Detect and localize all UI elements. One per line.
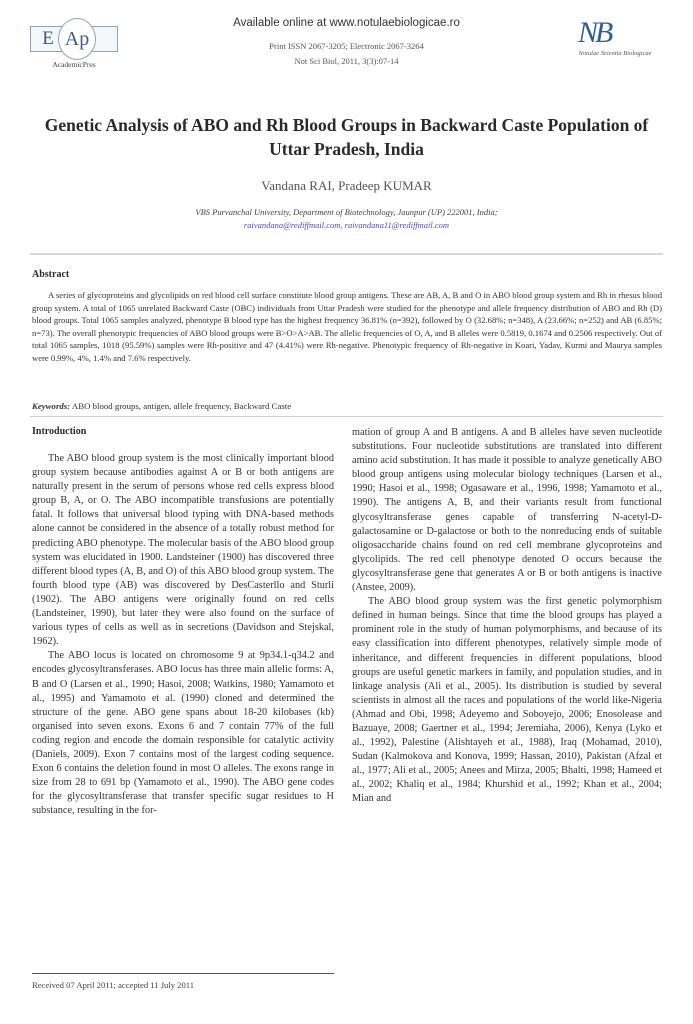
author-emails[interactable]: raivandana@rediffmail.com, raivandana11@rediffmail.com: [243, 220, 450, 230]
publisher-name: AcademicPres: [52, 60, 96, 69]
divider: [30, 416, 663, 417]
journal-name: Notulae Scientia Biologicae: [578, 50, 652, 57]
abstract-heading: Abstract: [32, 269, 70, 280]
article-title: Genetic Analysis of ABO and Rh Blood Groups in Backward Caste Population of Uttar Pradesh, India: [44, 115, 649, 159]
academicpres-logo: [28, 18, 120, 68]
introduction-heading: Introduction: [32, 426, 87, 437]
keywords: [32, 401, 662, 411]
footnote-divider: [32, 973, 334, 974]
paragraph: The ABO blood group system was the first genetic polymorphism defined in human beings. Since that time the blood groups has played a prominent role in the study of human polymorphisms, and because of its easy classification into different phenotypes, relatively simple mode of inheritance, and different frequencies in different populations, blood groups are useful genetic markers in family, and population studies, and in linkage analysis (Ali et al., 2005). Its distribution is studied by several scientists in almost all the races and populations of the world like-Nigeria (Ahmad and Obi, 1998; Adeyemo and Soboyejo, 2006; Enosolease and Bazuaye, 2008; Gaertner et al., 1994; Jeremiaha, 2006), Kenya (Lyko et al., 1992), Palestine (Alishtayeh et al., 1988), Iraq (Mohamad, 2010), Sudan (Kalmokova and Konova, 1999; Hassan, 2010), Pakistan (Afzal et al., 1977; Ali et al., 2005; Anees and Mirza, 2005; Bhalti, 1998; Hameed et al., 2002; Khaliq et al., 1984; Khurshid et al., 1992; Khan et al., 2004; Mian and: [352, 596, 662, 805]
journal-monogram: NB: [578, 16, 611, 49]
journal-citation: Not Sci Biol, 2011, 3(3):07-14: [294, 56, 399, 66]
paragraph: The ABO blood group system is the most clinically important blood group system because antibodies against A or B or both antigens are naturally present in the serum of persons whose red cells express blood group B, A, or O. The ABO incompatible transfusions are potentially fatal. It follows that universal blood typing with DNA-based methods alone cannot be considered in the absence of a totally robust method for predicting ABO phenotype. The molecular basis of the ABO blood group system was elucidated in 1900. Landsteiner (1900) has discovered three different blood types (A, B, and O) of this ABO blood group system. The fourth blood type (AB) was discovered by DesCasterllo and Sturli (1902). The ABO antigens were originally found on red cells (Landsteiner, 1990), but later they were also found on the surface of various types of cells as well as in secretions (Davidson and Stejskal, 1962).: [32, 453, 334, 648]
divider: [30, 253, 663, 255]
logo-letters-ap: Ap: [58, 18, 96, 60]
keywords-label: Keywords:: [32, 401, 71, 411]
paragraph: mation of group A and B antigens. A and B alleles have seven nucleotide substitutions. Four nucleotide substitutions are translated into different amino acid substitution. It has made it possible to analyze genetically ABO blood group antigens using molecular biology techniques (Larsen et al., 1990; Hasoi et al., 1998; Ogasaware et al., 1996, 1998; Yamamoto et al., 1990). The antigens A, B, and their variants result from functional glycosyltransferase genes capable of transferring N-acetyl-D-galactosamine or D-galactose or both to the nonreducing ends of suitable oligosaccharide chains found on red cell membrane glycoproteins and glycolipids. The red cell phenotype denoted O occurs because the glycosyltransferase gene that generates A or B or both antigens is inactive (Anstee, 2009).: [352, 427, 662, 594]
paragraph: The ABO locus is located on chromosome 9 at 9p34.1-q34.2 and encodes glycosyltransferases. ABO locus has three main allelic forms: A, B and O (Larsen et al., 1990; Hasoi, 2008; Watkins, 1980; Yamamoto et al., 1995) and Yamamoto et al. (1990) cloned and determined the structure of the gene. ABO gene spans about 18-20 kilobases (kb) organised into seven exons. Exons 6 and 7 contain 77% of the full coding region and encode the domain responsible for catalytic activity (Daniels, 2009). Exon 7 contains most of the largest coding sequence. Exon 6 contains the deletion found in most O alleles. The exons range in size from 28 to 691 bp (Yamamoto et al., 1990). The ABO gene codes for the glycosyltransferase that transfer specific sugar residues to H substance, resulting in the for-: [32, 650, 334, 817]
issn-text: Print ISSN 2067-3205; Electronic 2067-3264: [269, 41, 424, 51]
available-online-text: Available online at www.notulaebiologicae.ro: [233, 17, 460, 29]
notulae-logo: [560, 18, 670, 63]
left-column: [32, 452, 334, 818]
author-affiliation: VBS Purvanchal University, Department of Biotechnology, Jaunpur (UP) 222001, India;: [195, 207, 498, 217]
article-authors: Vandana RAI, Pradeep KUMAR: [261, 178, 432, 193]
received-date: Received 07 April 2011; accepted 11 July 2011: [32, 980, 195, 990]
keywords-list: ABO blood groups, antigen, allele frequency, Backward Caste: [71, 401, 292, 411]
right-column: [352, 426, 662, 807]
abstract-text: A series of glycoproteins and glycolipids on red blood cell surface constitute blood group antigens. These are AB, A, B and O in ABO blood group system and Rh in rhesus blood group system. A total of 1065 unrelated Backward Caste (OBC) individuals from Uttar Pradesh were studied for the phenotype and allele frequency distribution of ABO and Rh (D) blood groups. Total 1065 samples analyzed, phenotype B blood type has the highest frequency 36.81% (n=392), followed by O (32.68%; n=348), A (23.66%; n=252) and AB (6.85%; n=73). The overall phenotypic frequencies of ABO blood groups were B>O>A>AB. The allelic frequencies of O, A, and B alleles were 0.5819, 0.1674 and 0.2506 respectively. Out of total 1065 samples, 1018 (95.59%) samples were Rh-positive and 47 (4.41%) were Rh-negative. Phenotypic frequency of Rh-negative in Koari, Yadav, Kurmi and Maurya samples were 0.99%, 4%, 1.4% and 7.6% respectively.: [32, 290, 662, 363]
logo-letter-e: E: [30, 26, 66, 52]
